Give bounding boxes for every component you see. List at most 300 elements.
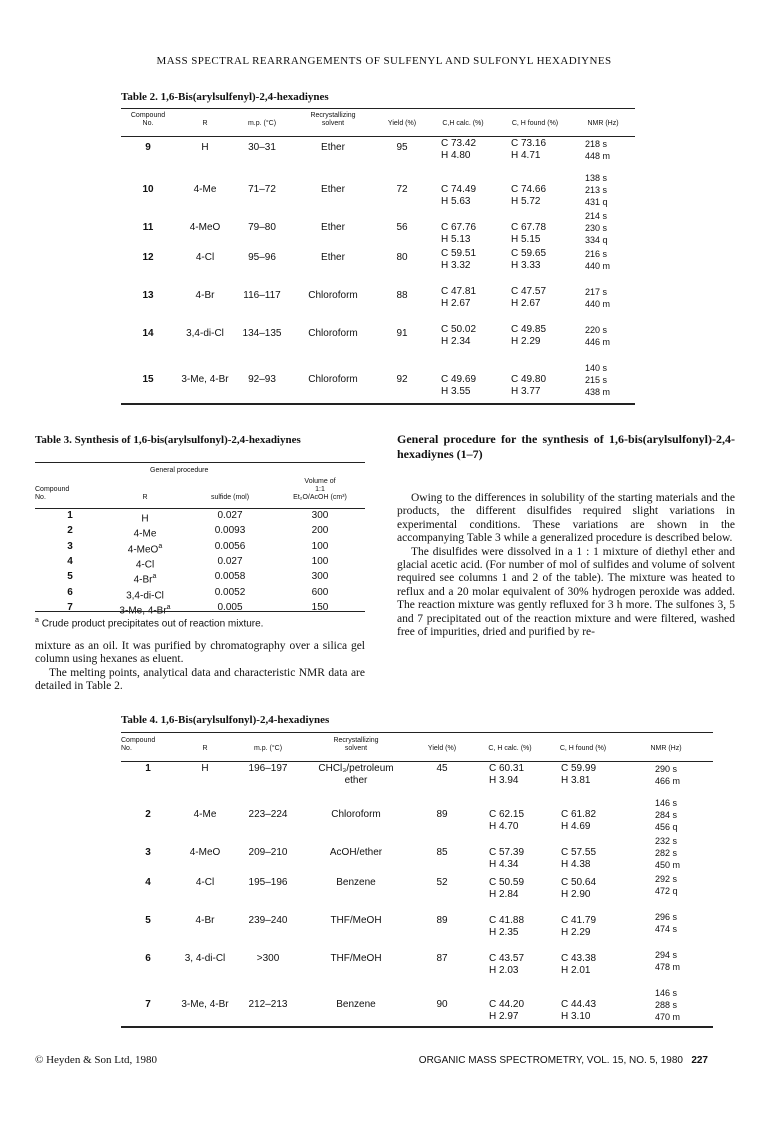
solvent-line: AcOH/ether [329, 847, 383, 858]
nmr-value: 438 m [585, 387, 611, 397]
col-header-no [121, 737, 175, 753]
r-value: 4-Br [133, 574, 153, 586]
table-row [121, 835, 713, 873]
nmr-value: 284 s [655, 810, 678, 820]
cell-sulfide: 0.005 [217, 601, 243, 613]
cell-r [105, 556, 185, 571]
col-header-solvent-line: solvent [344, 745, 368, 752]
calc-h: H 4.80 [441, 150, 471, 161]
found-h: H 3.33 [511, 260, 541, 271]
cell-mp: 134–135 [242, 328, 282, 339]
cell-solvent: Chloroform [308, 328, 358, 339]
nmr-value: 216 s [585, 249, 608, 259]
nmr-value: 440 m [585, 261, 611, 271]
cell-no: 3 [145, 847, 151, 858]
found-c: C 61.82 [561, 809, 597, 820]
cell-r: 4-Me [193, 809, 217, 820]
calc-c: C 43.57 [489, 953, 525, 964]
cell-volume: 100 [311, 555, 329, 567]
cell-mp: 116–117 [243, 290, 281, 301]
table-row [121, 210, 635, 248]
calc-h: H 4.34 [489, 859, 519, 870]
cell-r [105, 602, 185, 617]
cell-found [547, 873, 619, 911]
nmr-value: 474 s [655, 924, 678, 934]
col-header-volume-line: Volume of [304, 478, 336, 485]
footnote-mark: a [158, 542, 163, 550]
nmr-value: 215 s [585, 375, 608, 385]
cell-calc [473, 763, 547, 797]
cell-yield: 90 [436, 999, 448, 1010]
table-row [35, 541, 365, 556]
found-h: H 2.90 [561, 889, 591, 900]
cell-yield: 89 [436, 809, 448, 820]
cell-calc [473, 835, 547, 873]
cell-found [499, 138, 571, 172]
table3-group-header: General procedure [150, 467, 209, 474]
cell-sulfide: 0.0052 [214, 586, 246, 598]
cell-calc [473, 797, 547, 835]
col-header-yield: Yield (%) [427, 745, 457, 752]
cell-r: 4-Cl [195, 877, 215, 888]
nmr-value: 470 m [655, 1012, 681, 1022]
nmr-value: 448 m [585, 151, 611, 161]
table-row [121, 797, 713, 835]
col-header-no-line: Compound [121, 737, 156, 744]
cell-nmr [619, 763, 713, 797]
cell-volume: 150 [311, 601, 329, 613]
cell-yield: 52 [436, 877, 448, 888]
cell-calc [427, 324, 499, 362]
cell-found [499, 210, 571, 248]
r-value: 4-Cl [135, 559, 155, 571]
calc-h: H 4.70 [489, 821, 519, 832]
cell-r [105, 510, 185, 525]
cell-no: 12 [142, 252, 154, 263]
cell-yield: 45 [436, 763, 448, 774]
right-paragraph-2: The disulfides were dissolved in a 1 : 1 mixture of diethyl ether and glacial acetic acid. (For number of mol of sulfides and volume of solvent required see columns 1 and 2 of the table). The mixture was heated to reflux and a 20 molar equivalent of 30% hydrogen peroxide was added. The reaction mixture was gently refluxed for 3 h more. The sulfones 3, 5 and 7 precipitated out of the reaction mixture and were filtered, washed free of impurities, dried and purified by re- [397, 545, 735, 639]
found-h: H 4.38 [561, 859, 591, 870]
found-h: H 3.81 [561, 775, 591, 786]
nmr-value: 334 q [585, 235, 608, 245]
cell-found [499, 286, 571, 324]
cell-mp: 79–80 [248, 222, 276, 233]
table4-caption: Table 4. 1,6-Bis(arylsulfonyl)-2,4-hexadiynes [121, 714, 330, 726]
r-value: 4-Me [133, 528, 157, 540]
cell-no: 9 [145, 142, 151, 153]
table-row [121, 138, 635, 172]
table-row [121, 949, 713, 987]
found-h: H 5.15 [511, 234, 541, 245]
table3-head [35, 478, 365, 502]
col-header-no [121, 112, 175, 128]
cell-yield: 89 [436, 915, 448, 926]
cell-calc [427, 138, 499, 172]
found-c: C 74.66 [511, 184, 547, 195]
cell-no: 2 [145, 809, 151, 820]
right-column-text [397, 492, 735, 639]
cell-yield: 56 [396, 222, 408, 233]
cell-r [105, 571, 185, 586]
cell-found [547, 763, 619, 797]
cell-solvent [301, 987, 411, 1025]
col-header-no-line: Compound [130, 112, 166, 119]
cell-mp: 71–72 [248, 184, 276, 195]
cell-calc [427, 286, 499, 324]
found-h: H 2.29 [561, 927, 591, 938]
calc-h: H 3.32 [441, 260, 471, 271]
cell-yield: 88 [396, 290, 408, 301]
table-row [35, 587, 365, 602]
cell-volume: 600 [311, 586, 329, 598]
calc-c: C 50.02 [441, 324, 477, 335]
col-header-sulfide: sulfide (mol) [210, 494, 250, 501]
found-c: C 43.38 [561, 953, 597, 964]
cell-yield: 72 [396, 184, 408, 195]
cell-no: 7 [67, 601, 73, 613]
table-row [121, 873, 713, 911]
nmr-value: 294 s [655, 950, 678, 960]
table2 [121, 112, 635, 128]
cell-nmr [571, 138, 635, 172]
table2-bottom-rule [121, 403, 635, 405]
cell-solvent [301, 911, 411, 949]
cell-solvent [301, 763, 411, 797]
table4-header-rule [121, 761, 713, 762]
footnote-mark: a [152, 573, 157, 581]
col-header-calc: C,H calc. (%) [442, 120, 484, 127]
table2-caption: Table 2. 1,6-Bis(arylsulfenyl)-2,4-hexadiynes [121, 91, 329, 103]
nmr-value: 146 s [655, 798, 678, 808]
col-header-no-line: No. [142, 120, 154, 127]
found-h: H 2.67 [511, 298, 541, 309]
calc-h: H 3.94 [489, 775, 519, 786]
solvent-line: ether [344, 775, 368, 786]
table3-footnote: $^a$ Crude product precipitates out of reaction mixture. [35, 617, 264, 630]
col-header-volume-line: Et₂O/AcOH (cm³) [293, 494, 347, 501]
cell-solvent [301, 835, 411, 873]
found-c: C 44.43 [561, 999, 597, 1010]
cell-r: H [201, 142, 209, 153]
cell-solvent [301, 873, 411, 911]
col-header-yield: Yield (%) [387, 120, 417, 127]
cell-no: 5 [67, 571, 73, 583]
cell-no: 6 [67, 586, 73, 598]
nmr-value: 440 m [585, 299, 611, 309]
col-header-solvent [289, 112, 377, 128]
cell-solvent: Ether [321, 184, 345, 195]
solvent-line: Benzene [336, 877, 376, 888]
cell-found [499, 172, 571, 210]
found-c: C 59.65 [511, 248, 547, 259]
nmr-value: 466 m [655, 776, 681, 786]
calc-c: C 57.39 [489, 847, 525, 858]
cell-yield: 91 [396, 328, 408, 339]
section-heading: General procedure for the synthesis of 1,6-bis(arylsulfonyl)-2,4-hexadiynes (1–7) [397, 432, 735, 461]
nmr-value: 450 m [655, 860, 681, 870]
cell-found [499, 362, 571, 400]
cell-r [105, 525, 185, 540]
nmr-value: 217 s [585, 287, 608, 297]
cell-solvent: Ether [321, 252, 345, 263]
cell-no: 4 [67, 555, 73, 567]
table-row [35, 510, 365, 525]
nmr-value: 472 q [655, 886, 678, 896]
cell-calc [427, 362, 499, 400]
nmr-value: 220 s [585, 325, 608, 335]
found-c: C 57.55 [561, 847, 597, 858]
cell-yield: 87 [436, 953, 448, 964]
cell-calc [473, 949, 547, 987]
nmr-value: 232 s [655, 836, 678, 846]
table4-bottom-rule [121, 1026, 713, 1028]
cell-nmr [619, 911, 713, 949]
solvent-line: CHCl₃/petroleum [318, 763, 394, 774]
cell-nmr [619, 873, 713, 911]
cell-r: 3-Me, 4-Br [181, 999, 229, 1010]
cell-sulfide: 0.027 [217, 510, 243, 521]
col-header-r: R [142, 494, 148, 501]
footnote-mark: a [166, 603, 171, 611]
cell-solvent: Chloroform [308, 374, 358, 385]
cell-found [547, 987, 619, 1025]
nmr-value: 456 q [655, 822, 678, 832]
cell-mp: >300 [256, 953, 280, 964]
nmr-value: 230 s [585, 223, 608, 233]
cell-nmr [571, 324, 635, 362]
calc-c: C 74.49 [441, 184, 477, 195]
table3-body [35, 510, 365, 617]
table-row [121, 286, 635, 324]
col-header-solvent-line: Recrystallizing [333, 737, 379, 744]
col-header-solvent [301, 737, 411, 753]
cell-solvent [301, 949, 411, 987]
cell-r: 4-Me [193, 184, 217, 195]
found-c: C 67.78 [511, 222, 547, 233]
table-row [121, 248, 635, 286]
found-c: C 49.85 [511, 324, 547, 335]
calc-c: C 49.69 [441, 374, 477, 385]
r-value: H [141, 513, 149, 525]
cell-no: 11 [142, 222, 154, 233]
calc-h: H 5.13 [441, 234, 471, 245]
col-header-mp: m.p. (°C) [247, 120, 277, 127]
calc-h: H 2.97 [489, 1011, 519, 1022]
nmr-value: 213 s [585, 185, 608, 195]
calc-h: H 2.35 [489, 927, 519, 938]
footer-copyright: © Heyden & Son Ltd, 1980 [35, 1054, 158, 1066]
cell-volume: 300 [311, 510, 329, 521]
table-row [35, 525, 365, 540]
cell-volume: 200 [311, 525, 329, 537]
col-header-found: C, H found (%) [559, 745, 607, 752]
cell-nmr [571, 172, 635, 210]
calc-h: H 3.55 [441, 386, 471, 397]
col-header-volume-line: 1:1 [315, 486, 325, 493]
cell-no: 2 [67, 525, 73, 537]
cell-solvent [301, 797, 411, 835]
table4-head [121, 737, 713, 753]
nmr-value: 218 s [585, 139, 608, 149]
col-header-solvent-line: solvent [321, 120, 345, 127]
calc-c: C 47.81 [441, 286, 477, 297]
found-h: H 2.01 [561, 965, 591, 976]
nmr-value: 292 s [655, 874, 678, 884]
table-row [121, 987, 713, 1025]
table2-top-rule [121, 108, 635, 109]
cell-found [547, 835, 619, 873]
nmr-value: 288 s [655, 1000, 678, 1010]
table-row [121, 911, 713, 949]
left-column-text [35, 640, 365, 694]
r-value: 4-MeO [127, 543, 159, 555]
cell-mp: 223–224 [248, 809, 288, 820]
table4-top-rule [121, 732, 713, 733]
col-header-r: R [202, 745, 208, 752]
cell-mp: 209–210 [248, 847, 288, 858]
cell-found [547, 911, 619, 949]
nmr-value: 140 s [585, 363, 608, 373]
cell-calc [473, 873, 547, 911]
cell-calc [473, 911, 547, 949]
cell-r: 3,4-di-Cl [186, 328, 224, 339]
cell-mp: 92–93 [248, 374, 276, 385]
table-row [35, 602, 365, 617]
cell-mp: 196–197 [248, 763, 288, 774]
cell-calc [473, 987, 547, 1025]
cell-r [105, 587, 185, 602]
cell-nmr [619, 949, 713, 987]
cell-no: 14 [142, 328, 154, 339]
table3-header-rule [35, 508, 365, 509]
cell-no: 6 [145, 953, 151, 964]
cell-nmr [571, 248, 635, 286]
cell-yield: 85 [436, 847, 448, 858]
nmr-value: 446 m [585, 337, 611, 347]
cell-nmr [571, 286, 635, 324]
cell-nmr [571, 210, 635, 248]
col-header-found: C, H found (%) [511, 120, 559, 127]
calc-c: C 60.31 [489, 763, 525, 774]
table2-header-rule [121, 136, 635, 137]
col-header-no-line: Compound [35, 486, 70, 493]
cell-nmr [619, 797, 713, 835]
table-row [35, 556, 365, 571]
table2-body [121, 138, 635, 400]
calc-c: C 50.59 [489, 877, 525, 888]
found-c: C 59.99 [561, 763, 597, 774]
cell-no: 1 [145, 763, 151, 774]
right-paragraph-1: Owing to the differences in solubility of the starting materials and the products, the different disulfides required slight variations in experimental conditions. These variations are shown in the accompanying Table 3 while a generalized procedure is described below. [397, 492, 735, 545]
cell-no: 3 [67, 540, 73, 552]
cell-r: 4-Br [195, 915, 215, 926]
cell-r: 3, 4-di-Cl [184, 953, 226, 964]
calc-c: C 44.20 [489, 999, 525, 1010]
found-c: C 73.16 [511, 138, 547, 149]
cell-calc [427, 210, 499, 248]
cell-found [499, 324, 571, 362]
nmr-value: 214 s [585, 211, 608, 221]
calc-c: C 62.15 [489, 809, 525, 820]
calc-c: C 41.88 [489, 915, 525, 926]
cell-no: 5 [145, 915, 151, 926]
col-header-nmr: NMR (Hz) [650, 745, 682, 752]
found-h: H 3.77 [511, 386, 541, 397]
table3-caption: Table 3. Synthesis of 1,6-bis(arylsulfonyl)-2,4-hexadiynes [35, 434, 301, 446]
cell-mp: 30–31 [248, 142, 276, 153]
cell-nmr [619, 835, 713, 873]
found-h: H 3.10 [561, 1011, 591, 1022]
table3-bottom-rule [35, 611, 365, 612]
cell-solvent: Chloroform [308, 290, 358, 301]
col-header-no [35, 478, 105, 502]
found-h: H 5.72 [511, 196, 541, 207]
cell-no: 4 [145, 877, 151, 888]
found-h: H 4.71 [511, 150, 541, 161]
col-header-mp: m.p. (°C) [253, 745, 283, 752]
cell-r: 4-MeO [189, 847, 221, 858]
calc-h: H 2.34 [441, 336, 471, 347]
calc-c: C 73.42 [441, 138, 477, 149]
cell-found [499, 248, 571, 286]
found-h: H 2.29 [511, 336, 541, 347]
cell-yield: 95 [396, 142, 408, 153]
table4-body [121, 763, 713, 1025]
r-value: 3-Me, 4-Br [119, 605, 167, 617]
cell-nmr [619, 987, 713, 1025]
nmr-value: 296 s [655, 912, 678, 922]
running-header: MASS SPECTRAL REARRANGEMENTS OF SULFENYL AND SULFONYL HEXADIYNES [156, 55, 612, 67]
calc-h: H 2.67 [441, 298, 471, 309]
cell-found [547, 797, 619, 835]
r-value: 3,4-di-Cl [126, 589, 164, 601]
col-header-volume [275, 478, 365, 502]
cell-r: 3-Me, 4-Br [181, 374, 229, 385]
cell-calc [427, 248, 499, 286]
cell-sulfide: 0.0058 [214, 571, 246, 583]
table-row [121, 763, 713, 797]
nmr-value: 138 s [585, 173, 608, 183]
cell-volume: 300 [311, 571, 329, 583]
cell-solvent: Ether [321, 142, 345, 153]
col-header-solvent-line: Recrystallizing [310, 112, 356, 119]
cell-mp: 95–96 [248, 252, 276, 263]
calc-c: C 67.76 [441, 222, 477, 233]
found-c: C 41.79 [561, 915, 597, 926]
found-c: C 47.57 [511, 286, 547, 297]
nmr-value: 431 q [585, 197, 608, 207]
cell-r: H [201, 763, 209, 774]
nmr-value: 282 s [655, 848, 678, 858]
solvent-line: Chloroform [331, 809, 381, 820]
col-header-no-line: No. [35, 494, 46, 501]
cell-mp: 212–213 [248, 999, 288, 1010]
footer-journal: ORGANIC MASS SPECTROMETRY, VOL. 15, NO. 5, 1980 227 [418, 1055, 708, 1066]
cell-no: 7 [145, 999, 151, 1010]
cell-sulfide: 0.0093 [214, 525, 246, 537]
table-row [121, 324, 635, 362]
cell-sulfide: 0.027 [217, 555, 243, 567]
cell-nmr [571, 362, 635, 400]
cell-solvent: Ether [321, 222, 345, 233]
page-number: 227 [691, 1055, 708, 1066]
cell-yield: 80 [396, 252, 408, 263]
col-header-nmr: NMR (Hz) [587, 120, 619, 127]
left-paragraph-2: The melting points, analytical data and characteristic NMR data are detailed in Table 2. [35, 666, 365, 693]
nmr-value: 290 s [655, 764, 678, 774]
solvent-line: THF/MeOH [330, 915, 382, 926]
cell-no: 10 [142, 184, 154, 195]
